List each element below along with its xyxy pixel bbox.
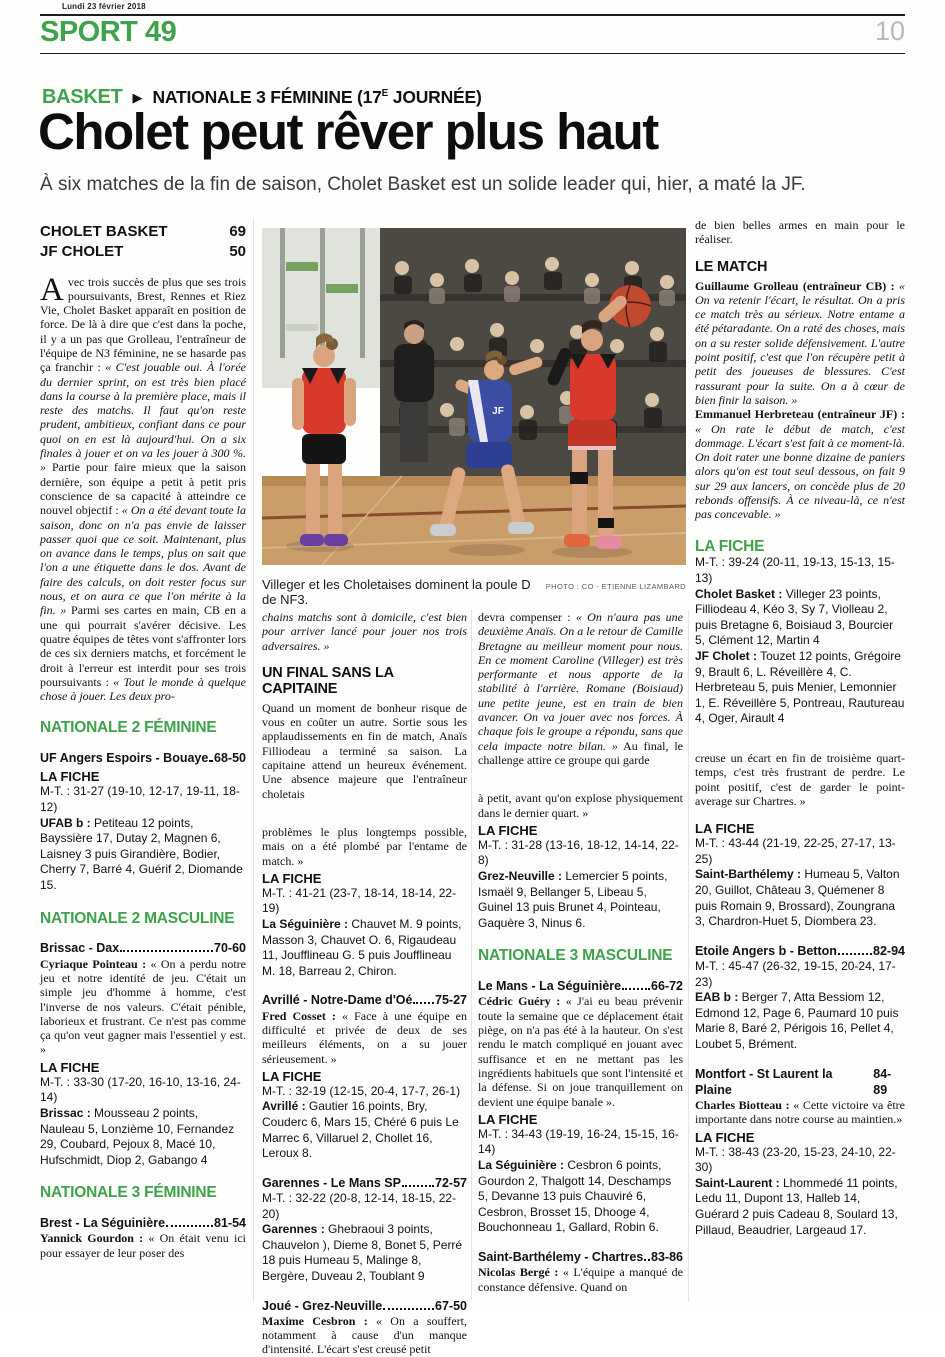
fiche-halftime: M-T. : 31-27 (19-10, 12-17, 19-11, 18-12) <box>40 784 240 815</box>
photo-caption: Villeger et les Choletaises dominent la poule D de NF3. <box>262 577 531 607</box>
fiche-halftime: M-T. : 39-24 (20-11, 19-13, 15-13, 15-13) <box>695 555 895 586</box>
match-report-continuation: creuse un écart en fin de troisième quart-temps, c'est très frustrant de perdre. Le point positif, c'est de garder le point-average sur Chartres. » <box>695 750 905 808</box>
match-score: 75-27 <box>435 993 467 1008</box>
coach-name: Fred Cosset : <box>262 1008 342 1023</box>
coach-quote: « On a perdu notre jeu et notre identité de jeu. C'était un simple jeu d'homme à homme, c'est l'inverse de nos valeurs. C'était pénible, laborieux et frustrant. Ce n'est pas comme ça qu'on veut gagner mais l'essentiel y est. » <box>40 956 246 1057</box>
page-number: 10 <box>874 16 905 46</box>
article-quote: « On a été devant toute la saison, donc on n'a pas envie de laisser passer quoi que ce soit. Maintenant, plus on avance dans le temps, plus on sait que l'on a une étiquette dans le dos. Avant de faire des calculs, on doit rester focus sur nous, et on aura ce que l'on mérite à la fin. » <box>40 503 246 618</box>
dot-leader <box>209 760 213 762</box>
match-teams: Etoile Angers b - Betton <box>695 943 837 958</box>
match-teams: Saint-Barthélemy - Chartres <box>478 1250 644 1265</box>
roster-players: Mousseau 2 points, Nauleau 5, Lonzième 10, Fernandez 29, Coubard, Pejoux 8, Macé 10, Hufschmidt, Diop 2, Gabango 4 <box>40 1105 235 1167</box>
coach-quote: « On rate le début de match, c'est dommage. L'écart s'est fait à ce moment-là. On doit rater une bonne dizaine de paniers alors qu'on est tout seul dessous, on fait 9 sur 29 aux lancers, on concède plus de 20 rebonds offensifs. À ce niveau-là, ce n'est pas concevable. » <box>695 421 905 522</box>
coach-name: Guillaume Grolleau (entraîneur CB) : <box>695 278 899 293</box>
column-separator <box>471 610 472 1302</box>
coach-name: Emmanuel Herbreteau (entraîneur JF) : <box>695 407 905 422</box>
score-value: 50 <box>229 243 246 261</box>
score-row <box>40 242 246 262</box>
column-1 <box>40 218 246 1302</box>
photo-credit: PHOTO : CO - ETIENNE LIZAMBARD <box>545 582 686 591</box>
match-line <box>478 1249 683 1265</box>
coach-quote-paragraph <box>695 279 905 408</box>
article-paragraph <box>478 610 683 767</box>
match-line <box>40 750 246 766</box>
coach-name: Cédric Guéry : <box>478 994 566 1009</box>
match-teams: Brissac - Dax <box>40 941 120 956</box>
kicker-competition-post: JOURNÉE) <box>388 87 482 107</box>
dot-leader <box>166 1225 213 1227</box>
article-quote-continuation: chains matchs sont à domicile, c'est bien pour arriver lancé pour jouer nos trois adversaires. » <box>262 610 467 653</box>
fiche-label: LA FICHE <box>695 1129 755 1145</box>
masthead <box>40 18 905 47</box>
match-teams: Joué - Grez-Neuville <box>262 1298 383 1313</box>
article-paragraph <box>40 271 247 704</box>
fiche-roster <box>478 1158 683 1236</box>
roster-team: Saint-Barthélemy : <box>695 867 802 882</box>
match-score: 84-89 <box>873 1066 892 1097</box>
section-heading-n3m: NATIONALE 3 MASCULINE <box>478 947 673 965</box>
roster-team: Avrillé : <box>262 1099 306 1114</box>
fiche-label: LA FICHE <box>478 1111 538 1127</box>
article-body <box>40 218 905 1357</box>
coach-name: Maxime Cesbron : <box>262 1313 376 1328</box>
column-3 <box>478 610 683 1302</box>
fiche-roster <box>695 867 905 929</box>
roster-team: Grez-Neuville : <box>478 869 563 884</box>
coach-quote: « On était venu ici pour essayer de leur poser des <box>40 1231 246 1260</box>
match-line <box>262 1175 467 1191</box>
match-line <box>262 1298 467 1314</box>
kicker-competition-pre: NATIONALE 3 FÉMININE (17 <box>152 87 382 107</box>
roster-players: Berger 7, Atta Bessiom 12, Edmond 12, Page 6, Paumard 10 puis Marie 8, Baré 2, Périgois 16, Pellet 4, Loubet 5, Brément. <box>695 990 899 1051</box>
arrow-right-icon: ▶ <box>132 90 143 105</box>
coach-name: Nicolas Bergé : <box>478 1265 563 1280</box>
fiche-halftime: M-T. : 45-47 (26-32, 19-15, 20-24, 17-23) <box>695 958 896 989</box>
roster-team: La Séguinière : <box>262 917 349 932</box>
fiche-halftime: M-T. : 32-22 (20-8, 12-14, 18-15, 22-20) <box>262 1191 457 1221</box>
coach-name: Charles Biotteau : <box>695 1098 794 1113</box>
roster-team: Garennes : <box>262 1222 325 1237</box>
score-team: CHOLET BASKET <box>40 223 168 240</box>
roster-players: Villeger 23 points, Filliodeau 4, Kéo 3, Sy 7, Violleau 2, puis Bretagne 6, Boisiaud 3, Bourcier 5, Clément 12, Martin 4 <box>695 586 894 648</box>
article-paragraph: Quand un moment de bonheur risque de vous en coûter un autre. Sortie sous les applaudissements en fin de match, Anaïs Filliodeau a terminé sa saison. La capitaine attend un heureux événement. Une absence majeure que l'entraîneur choletais <box>262 700 467 801</box>
fiche-halftime: M-T. : 33-30 (17-20, 16-10, 13-16, 24-14) <box>40 1074 241 1105</box>
column-2 <box>262 610 467 1357</box>
jersey-jf-mark: JF <box>492 406 504 417</box>
fiche-label: LA FICHE <box>478 822 538 838</box>
score-team: JF CHOLET <box>40 243 124 261</box>
fiche-halftime: M-T. : 43-44 (21-19, 22-25, 27-17, 13-25) <box>695 836 896 866</box>
article-quote: « Tout le monde à quelque chose à jouer. Les deux pro- <box>40 674 247 704</box>
match-score: 83-86 <box>651 1250 683 1265</box>
match-report-continuation: problèmes le plus longtemps possible, mais on a été plombé par l'entame de match. » <box>262 824 467 868</box>
fiche-halftime: M-T. : 38-43 (23-20, 15-23, 24-10, 22-30) <box>695 1144 896 1175</box>
coach-quote: « On va retenir l'écart, le résultat. On a pris ce match très au sérieux. Notre entame a été pétaradante. On a raté des choses, mais on a su rester solide défensivement. L'autre point positif, c'est que l'on récupère petit à petit des joueuses de blessures. C'est rassurant pour la suite. On a à cœur de bien finir la saison. » <box>695 278 905 407</box>
match-teams: Garennes - Le Mans SP <box>262 1175 401 1190</box>
match-teams: Brest - La Séguinière <box>40 1216 166 1231</box>
match-line <box>40 940 246 956</box>
fiche-roster <box>695 990 905 1052</box>
match-score: 72-57 <box>435 1175 467 1190</box>
fiche-heading-green: LA FICHE <box>695 537 765 555</box>
roster-players: Cesbron 6 points, Gourdon 2, Thalgott 14, Deschamps 5, Devanne 13 puis Chauviré 6, Cesbron, Brosset 15, Dhooge 4, Bouchonneau 1, Gallard, Robin 6. <box>478 1158 672 1235</box>
dot-leader <box>402 1185 434 1187</box>
coach-name: Yannick Gourdon : <box>40 1231 149 1246</box>
article-text: vec trois succès de plus que ses trois poursuivants, Brest, Rennes et Riez Vie, Cholet Basket apparaît en position de force. De là à dire que c'est dans la poche, il y a un pas que Grolleau, l'entraîneur de l'équipe de N3 féminine, ne se hasarde pas ça franchir : <box>40 274 246 375</box>
match-report-continuation: à petit, avant qu'on explose physiquement dans le dernier quart. » <box>478 791 683 820</box>
match-teams: Montfort - St Laurent la Plaine <box>695 1066 833 1097</box>
standfirst: À six matches de la fin de saison, Cholet Basket est un solide leader qui, hier, a maté la JF. <box>40 174 806 195</box>
fiche-roster <box>262 1099 467 1161</box>
coach-quote-paragraph <box>40 957 246 1057</box>
roster-players: Lhommedé 11 points, Ledu 11, Dupont 13, Halleb 14, Guérard 2 puis Cadeau 8, Soulard 13, Pillaud, Beaudrier, Largeaud 17. <box>695 1175 898 1237</box>
drop-cap: A <box>40 271 64 308</box>
coach-quote: « On a souffert, notamment à cause d'un manque d'intensité. L'écart s'est creusé petit <box>262 1313 467 1357</box>
roster-players: Ghebraoui 3 points, Chauvelon ), Dieme 8, Bonet 5, Perré 18 puis Humeau 5, Malinge 8, Bergère, Duveau 2, Toublant 9 <box>262 1222 463 1284</box>
match-line <box>695 1066 905 1099</box>
article-text: Au final, le challenge attire ce groupe qui garde <box>478 738 684 767</box>
fiche-halftime: M-T. : 41-21 (23-7, 18-14, 18-14, 22-19) <box>262 885 457 916</box>
photo-block <box>262 228 686 607</box>
fiche-halftime: M-T. : 32-19 (12-15, 20-4, 17-7, 26-1) <box>262 1083 461 1098</box>
roster-players: Gautier 16 points, Bry, Couderc 6, Mars 15, Chéré 6 puis Le Marrec 6, Villaruel 2, Chollet 16, Leroux 8. <box>262 1099 459 1161</box>
dot-leader <box>622 988 650 990</box>
roster-players: Humeau 5, Valton 20, Guillot, Château 3, Quémener 8 puis Romain 9, Brossard), Zoungrana 3, Chardron-Huet 5, Diombera 23. <box>695 867 900 929</box>
match-photo <box>262 228 686 565</box>
coach-quote-paragraph <box>262 1314 467 1357</box>
article-quote: « On n'aura pas une deuxième Anaïs. On a le retour de Camille Bretagne au meilleur moment pour nous. En ce moment Caroline (Villeger) est très performante et nous apporte de la stabilité à l'arrière. Romane (Boisiaud) une petite jeune, est en train de bien avancer. On va jouer avec nos forces. À chaque fois le groupe a répondu, sans que cela impacte notre bilan. » <box>478 610 683 753</box>
column-separator <box>253 218 254 1302</box>
roster-players: Touzet 12 points, Grégoire 9, Brault 6, L. Réveillère 4, C. Herbreteau 5, puis Menier, Lemonnier 1, E. Réveillère 5, Pontreau, Rautureau 4, Oger, Airault 4 <box>695 649 905 726</box>
fiche-halftime: M-T. : 34-43 (19-19, 16-24, 15-15, 16-14) <box>478 1126 679 1157</box>
caption-row <box>262 577 686 607</box>
headline: Cholet peut rêver plus haut <box>38 103 658 160</box>
roster-players: Chauvet M. 9 points, Masson 3, Chauvet O. 6, Rigaudeau 11, Joufflineau G. 5 puis Joufflineau M. 18, Barreau 2, Chiron. <box>262 917 462 978</box>
fiche-label: LA FICHE <box>40 769 100 785</box>
roster-team: EAB b : <box>695 990 739 1005</box>
match-score: 66-72 <box>651 979 683 994</box>
article-text: devra compenser : <box>478 610 576 624</box>
match-score: 67-50 <box>435 1298 467 1313</box>
coach-quote-paragraph <box>695 1098 905 1127</box>
fiche-label: LA FICHE <box>40 1059 100 1075</box>
roster-players: Lemercier 5 points, Ismaël 9, Bellanger 5, Libeau 5, Guinel 13 puis Brunet 4, Pointeau, Gaquère 3, Ninus 6. <box>478 869 668 930</box>
column-4 <box>695 218 905 1302</box>
match-score: 82-94 <box>873 943 905 958</box>
subhead-le-match: LE MATCH <box>695 258 768 275</box>
coach-quote-paragraph <box>695 407 905 521</box>
dot-leader <box>838 953 872 955</box>
fiche-roster <box>695 649 905 727</box>
roster-players: Petiteau 12 points, Bayssière 17, Dutay 2, Magnen 6, Laisney 3 puis Girandière, Bodier, Cherry 7, Barré 4, Guérif 2, Diomande 15. <box>40 815 243 893</box>
article-paragraph: de bien belles armes en main pour le réaliser. <box>695 218 905 247</box>
article-text: Parmi ses cartes en main, CB en a une qui pourrait s'avérer décisive. Les quatre équipes de têtes vont s'affronter lors de ces six derniers matchs, et forcément le droit à l'erreur est interdit pour ses trois poursuivants : <box>40 603 246 689</box>
section-heading-n3f: NATIONALE 3 FÉMININE <box>40 1184 217 1202</box>
fiche-roster <box>695 1176 905 1238</box>
match-line <box>262 992 467 1008</box>
column-separator <box>688 610 689 1302</box>
match-teams: Le Mans - La Séguinière <box>478 979 622 994</box>
coach-quote: « J'ai eu beau prévenir toute la semaine que ce déplacement était piège, on n'a pas été à la hauteur. On s'est rendu le match compliqué en jouant avec suffisance et en ne mettant pas les ingrédients habituels que sont l'intensité et la défense. Si on joue tranquillement on devient une équipe banale ». <box>478 994 684 1109</box>
fiche-roster <box>40 816 246 894</box>
score-value: 69 <box>229 223 246 240</box>
fiche-roster <box>262 917 467 979</box>
subhead-final: UN FINAL SANS LA CAPITAINE <box>262 664 394 697</box>
fiche-roster <box>40 1106 246 1168</box>
article-text: Partie pour faire mieux que la saison dernière, son équipe a petit à petit pris conscience de sa capacité à atteindre ce nouvel objectif : <box>40 460 246 518</box>
masthead-rule <box>40 53 905 54</box>
fiche-label: LA FICHE <box>262 870 322 886</box>
article-quote: « C'est jouable oui. À l'orée du dernier sprint, on est très bien placé dans la course à la première place, mais il reste des matchs. Il faut qu'on reste prudent, ambitieux, confiant dans ce pour quoi on en est là aujourd'hui. On a six finales à jouer et on va les jouer à 300 %. » <box>40 360 246 475</box>
match-teams: UF Angers Espoirs - Bouaye <box>40 751 209 766</box>
coach-quote: « Cette victoire va être importante dans notre course au maintien.» <box>695 1098 905 1127</box>
dot-leader <box>413 1002 434 1004</box>
fiche-halftime: M-T. : 31-28 (13-16, 18-12, 14-14, 22-8) <box>478 837 679 868</box>
match-score: 68-50 <box>214 751 246 766</box>
coach-name: Cyriaque Pointeau : <box>40 956 151 971</box>
kicker-journee-sup: E <box>381 88 389 100</box>
roster-team: La Séguinière : <box>478 1158 565 1173</box>
fiche-roster <box>478 869 683 931</box>
section-heading-n2m: NATIONALE 2 MASCULINE <box>40 909 235 927</box>
match-score: 70-60 <box>214 941 246 956</box>
fiche-label: LA FICHE <box>695 821 755 837</box>
roster-team: Brissac : <box>40 1105 91 1120</box>
fiche-label: LA FICHE <box>262 1068 322 1084</box>
score-row <box>40 222 246 242</box>
section-title: SPORT 49 <box>40 16 177 48</box>
dot-leader <box>120 950 213 952</box>
dot-leader <box>644 1259 650 1261</box>
match-teams: Avrillé - Notre-Dame d'Oé <box>262 993 413 1008</box>
coach-quote-paragraph <box>262 1009 467 1066</box>
section-heading-n2f: NATIONALE 2 FÉMININE <box>40 719 217 737</box>
match-line <box>40 1215 246 1231</box>
dot-leader <box>383 1308 434 1310</box>
match-line <box>695 943 905 959</box>
match-line <box>478 978 683 994</box>
scorebox <box>40 222 246 263</box>
edition-date: Lundi 23 février 2018 <box>62 2 146 11</box>
fiche-roster <box>695 587 905 649</box>
coach-quote-paragraph <box>40 1231 246 1260</box>
fiche-roster <box>262 1222 467 1284</box>
roster-team: JF Cholet : <box>695 649 757 664</box>
coach-quote-paragraph <box>478 994 683 1108</box>
roster-team: Cholet Basket : <box>695 586 783 601</box>
coach-quote: « L'équipe a manqué de constance défensive. Quand on <box>478 1265 683 1294</box>
coach-quote-paragraph <box>478 1265 683 1294</box>
match-score: 81-54 <box>214 1216 246 1231</box>
kicker-sport-label: BASKET <box>42 86 123 108</box>
roster-team: Saint-Laurent : <box>695 1175 780 1190</box>
roster-team: UFAB b : <box>40 815 91 830</box>
coach-quote: « Face à une équipe en difficulté et privée de deux de ses meilleurs éléments, on a su jouer sérieusement. » <box>262 1008 467 1066</box>
